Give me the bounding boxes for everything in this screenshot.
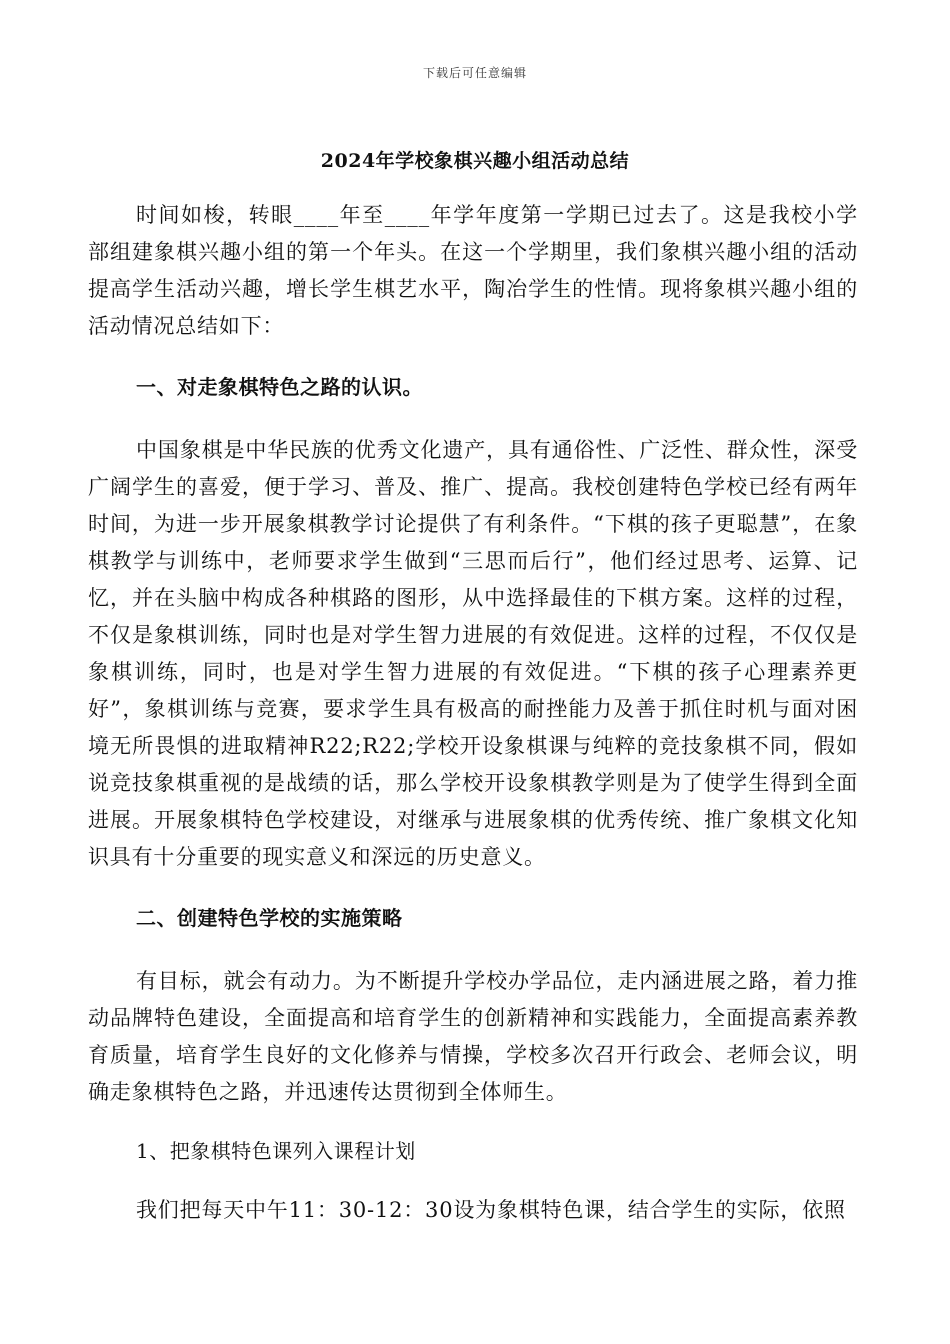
document-body — [88, 197, 858, 1229]
section-1-heading: 一、对走象棋特色之路的认识。 — [136, 375, 423, 399]
document-title: 2024年学校象棋兴趣小组活动总结 — [320, 150, 630, 172]
section-2-paragraph: 有目标，就会有动力。为不断提升学校办学品位，走内涵进展之路，着力推动品牌特色建设，全面提高和培育学生的创新精神和实践能力，全面提高素养教育质量，培育学生良好的文化修养与情操，学校多次召开行政会、老师会议，明确走象棋特色之路，并迅速传达贯彻到全体师生。 — [88, 969, 858, 1104]
subsection-1-paragraph: 我们把每天中午11：30-12：30设为象棋特色课，结合学生的实际，依照 — [136, 1198, 846, 1222]
section-1-paragraph: 中国象棋是中华民族的优秀文化遗产，具有通俗性、广泛性、群众性，深受广阔学生的喜爱，便于学习、普及、推广、提高。我校创建特色学校已经有两年时间，为进一步开展象棋教学讨论提供了有利条件。“下棋的孩子更聪慧”，在象棋教学与训练中，老师要求学生做到“三思而后行”，他们经过思考、运算、记忆，并在头脑中构成各种棋路的图形，从中选择最佳的下棋方案。这样的过程，不仅是象棋训练，同时也是对学生智力进展的有效促进。这样的过程，不仅仅是象棋训练，同时，也是对学生智力进展的有效促进。“下棋的孩子心理素养更好”，象棋训练与竞赛，要求学生具有极高的耐挫能力及善于抓住时机与面对困境无所畏惧的进取精神R22;R22;学校开设象棋课与纯粹的竞技象棋不同，假如说竞技象棋重视的是战绩的话，那么学校开设象棋教学则是为了使学生得到全面进展。开展象棋特色学校建设，对继承与进展象棋的优秀传统、推广象棋文化知识具有十分重要的现实意义和深远的历史意义。 — [88, 438, 858, 869]
header-note: 下载后可任意编辑 — [422, 66, 527, 80]
subsection-1-heading: 1、把象棋特色课列入课程计划 — [136, 1139, 416, 1163]
intro-paragraph: 时间如梭，转眼____年至____年学年度第一学期已过去了。这是我校小学部组建象棋兴趣小组的第一个年头。在这一个学期里，我们象棋兴趣小组的活动提高学生活动兴趣，增长学生棋艺水平，陶冶学生的性情。现将象棋兴趣小组的活动情况总结如下： — [88, 203, 858, 338]
section-2-heading: 二、创建特色学校的实施策略 — [136, 906, 403, 930]
